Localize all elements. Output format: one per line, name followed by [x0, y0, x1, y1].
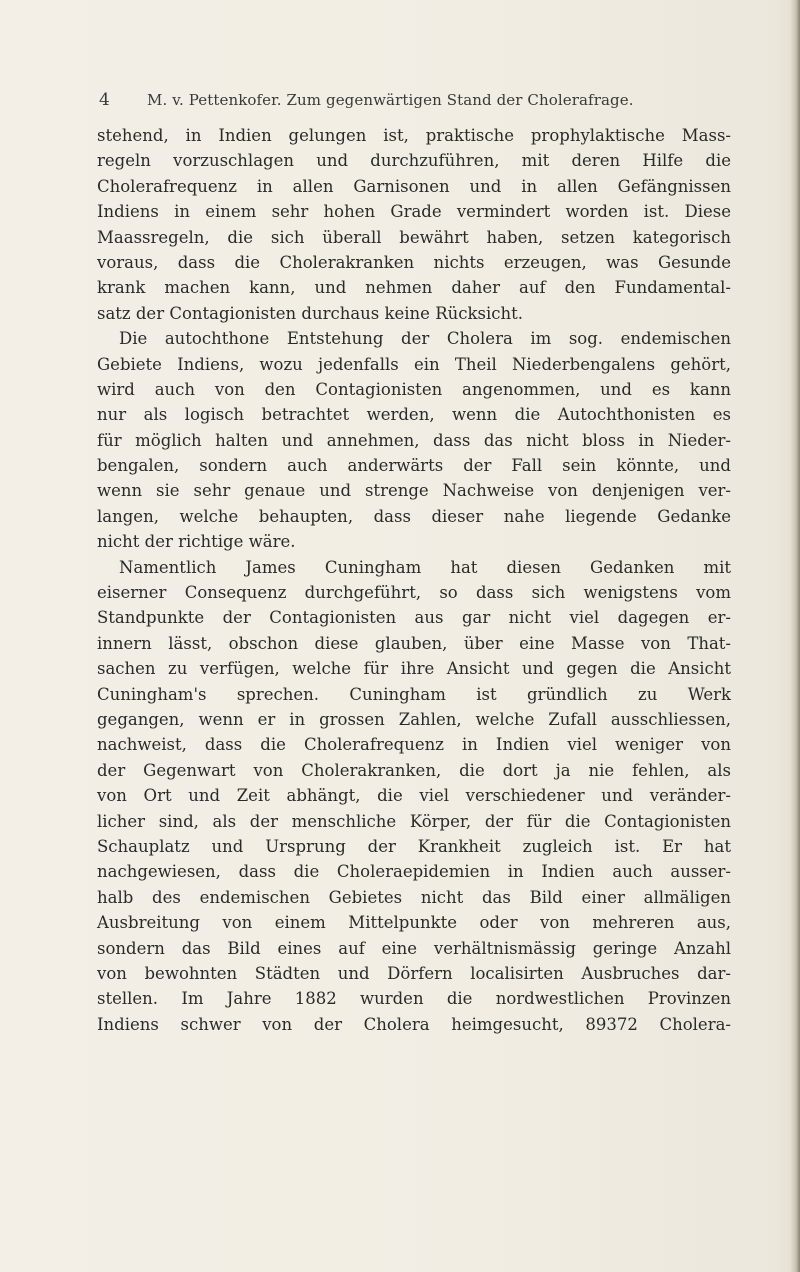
- text-line: stehend, in Indien gelungen ist, praktische prophylaktische Mass-: [97, 126, 731, 145]
- paragraph-end-line: satz der Contagionisten durchaus keine Rücksicht.: [97, 303, 523, 323]
- paragraph-start-line: Die autochthone Entstehung der Cholera im sog. endemischen: [119, 329, 731, 349]
- text-line: eiserner Consequenz durchgeführt, so dass sich wenigstens vom: [97, 583, 731, 603]
- text-line: Standpunkte der Contagionisten aus gar nicht viel dagegen er-: [97, 608, 731, 628]
- text-line: nachgewiesen, dass die Choleraepidemien in Indien auch ausser-: [97, 862, 731, 882]
- text-line: nur als logisch betrachtet werden, wenn die Autochthonisten es: [97, 405, 731, 425]
- text-line: licher sind, als der menschliche Körper, der für die Contagionisten: [97, 811, 731, 831]
- running-head: [99, 90, 699, 114]
- text-line: halb des endemischen Gebietes nicht das Bild einer allmäligen: [97, 887, 731, 907]
- text-line: von Ort und Zeit abhängt, die viel verschiedener und veränder-: [97, 786, 731, 806]
- text-line: Cholerafrequenz in allen Garnisonen und in allen Gefängnissen: [97, 176, 731, 196]
- text-line: der Gegenwart von Cholerakranken, die dort ja nie fehlen, als: [97, 760, 731, 780]
- text-line: voraus, dass die Cholerakranken nichts erzeugen, was Gesunde: [97, 252, 731, 272]
- text-line: für möglich halten und annehmen, dass das nicht bloss in Nieder-: [97, 430, 731, 450]
- text-line: wenn sie sehr genaue und strenge Nachweise von denjenigen ver-: [97, 481, 731, 501]
- text-line: sondern das Bild eines auf eine verhältnismässig geringe Anzahl: [97, 938, 731, 958]
- page-edge-shadow: [790, 0, 800, 1272]
- text-line: langen, welche behaupten, dass dieser nahe liegende Gedanke: [97, 506, 731, 526]
- body-text: [97, 123, 731, 1037]
- text-line: sachen zu verfügen, welche für ihre Ansicht und gegen die Ansicht: [97, 659, 731, 679]
- text-line: bengalen, sondern auch anderwärts der Fall sein könnte, und: [97, 456, 731, 476]
- text-line: nachweist, dass die Cholerafrequenz in Indien viel weniger von: [97, 735, 731, 755]
- text-line: Indiens in einem sehr hohen Grade vermindert worden ist. Diese: [97, 202, 731, 222]
- page-number: 4: [99, 90, 110, 110]
- text-line: stellen. Im Jahre 1882 wurden die nordwestlichen Provinzen: [97, 989, 731, 1009]
- text-line: gegangen, wenn er in grossen Zahlen, welche Zufall ausschliessen,: [97, 709, 731, 729]
- text-line: Gebiete Indiens, wozu jedenfalls ein Theil Niederbengalens gehört,: [97, 354, 731, 374]
- text-line: Ausbreitung von einem Mittelpunkte oder von mehreren aus,: [97, 913, 731, 933]
- text-line: innern lässt, obschon diese glauben, über eine Masse von That-: [97, 633, 731, 653]
- text-line: krank machen kann, und nehmen daher auf den Fundamental-: [97, 278, 731, 298]
- text-line: wird auch von den Contagionisten angenommen, und es kann: [97, 379, 731, 399]
- paragraph-start-line: Namentlich James Cuningham hat diesen Gedanken mit: [119, 557, 731, 577]
- text-line: Cuningham's sprechen. Cuningham ist gründlich zu Werk: [97, 684, 731, 704]
- text-line: Maassregeln, die sich überall bewährt haben, setzen kategorisch: [97, 227, 731, 247]
- paragraph-end-line: nicht der richtige wäre.: [97, 532, 296, 552]
- running-title: M. v. Pettenkofer. Zum gegenwärtigen Stand der Cholerafrage.: [147, 91, 634, 109]
- text-line: regeln vorzuschlagen und durchzuführen, mit deren Hilfe die: [97, 151, 731, 171]
- text-line: Indiens schwer von der Cholera heimgesucht, 89372 Cholera-: [97, 1014, 731, 1034]
- text-line: von bewohnten Städten und Dörfern localisirten Ausbruches dar-: [97, 963, 731, 983]
- text-line: Schauplatz und Ursprung der Krankheit zugleich ist. Er hat: [97, 836, 731, 856]
